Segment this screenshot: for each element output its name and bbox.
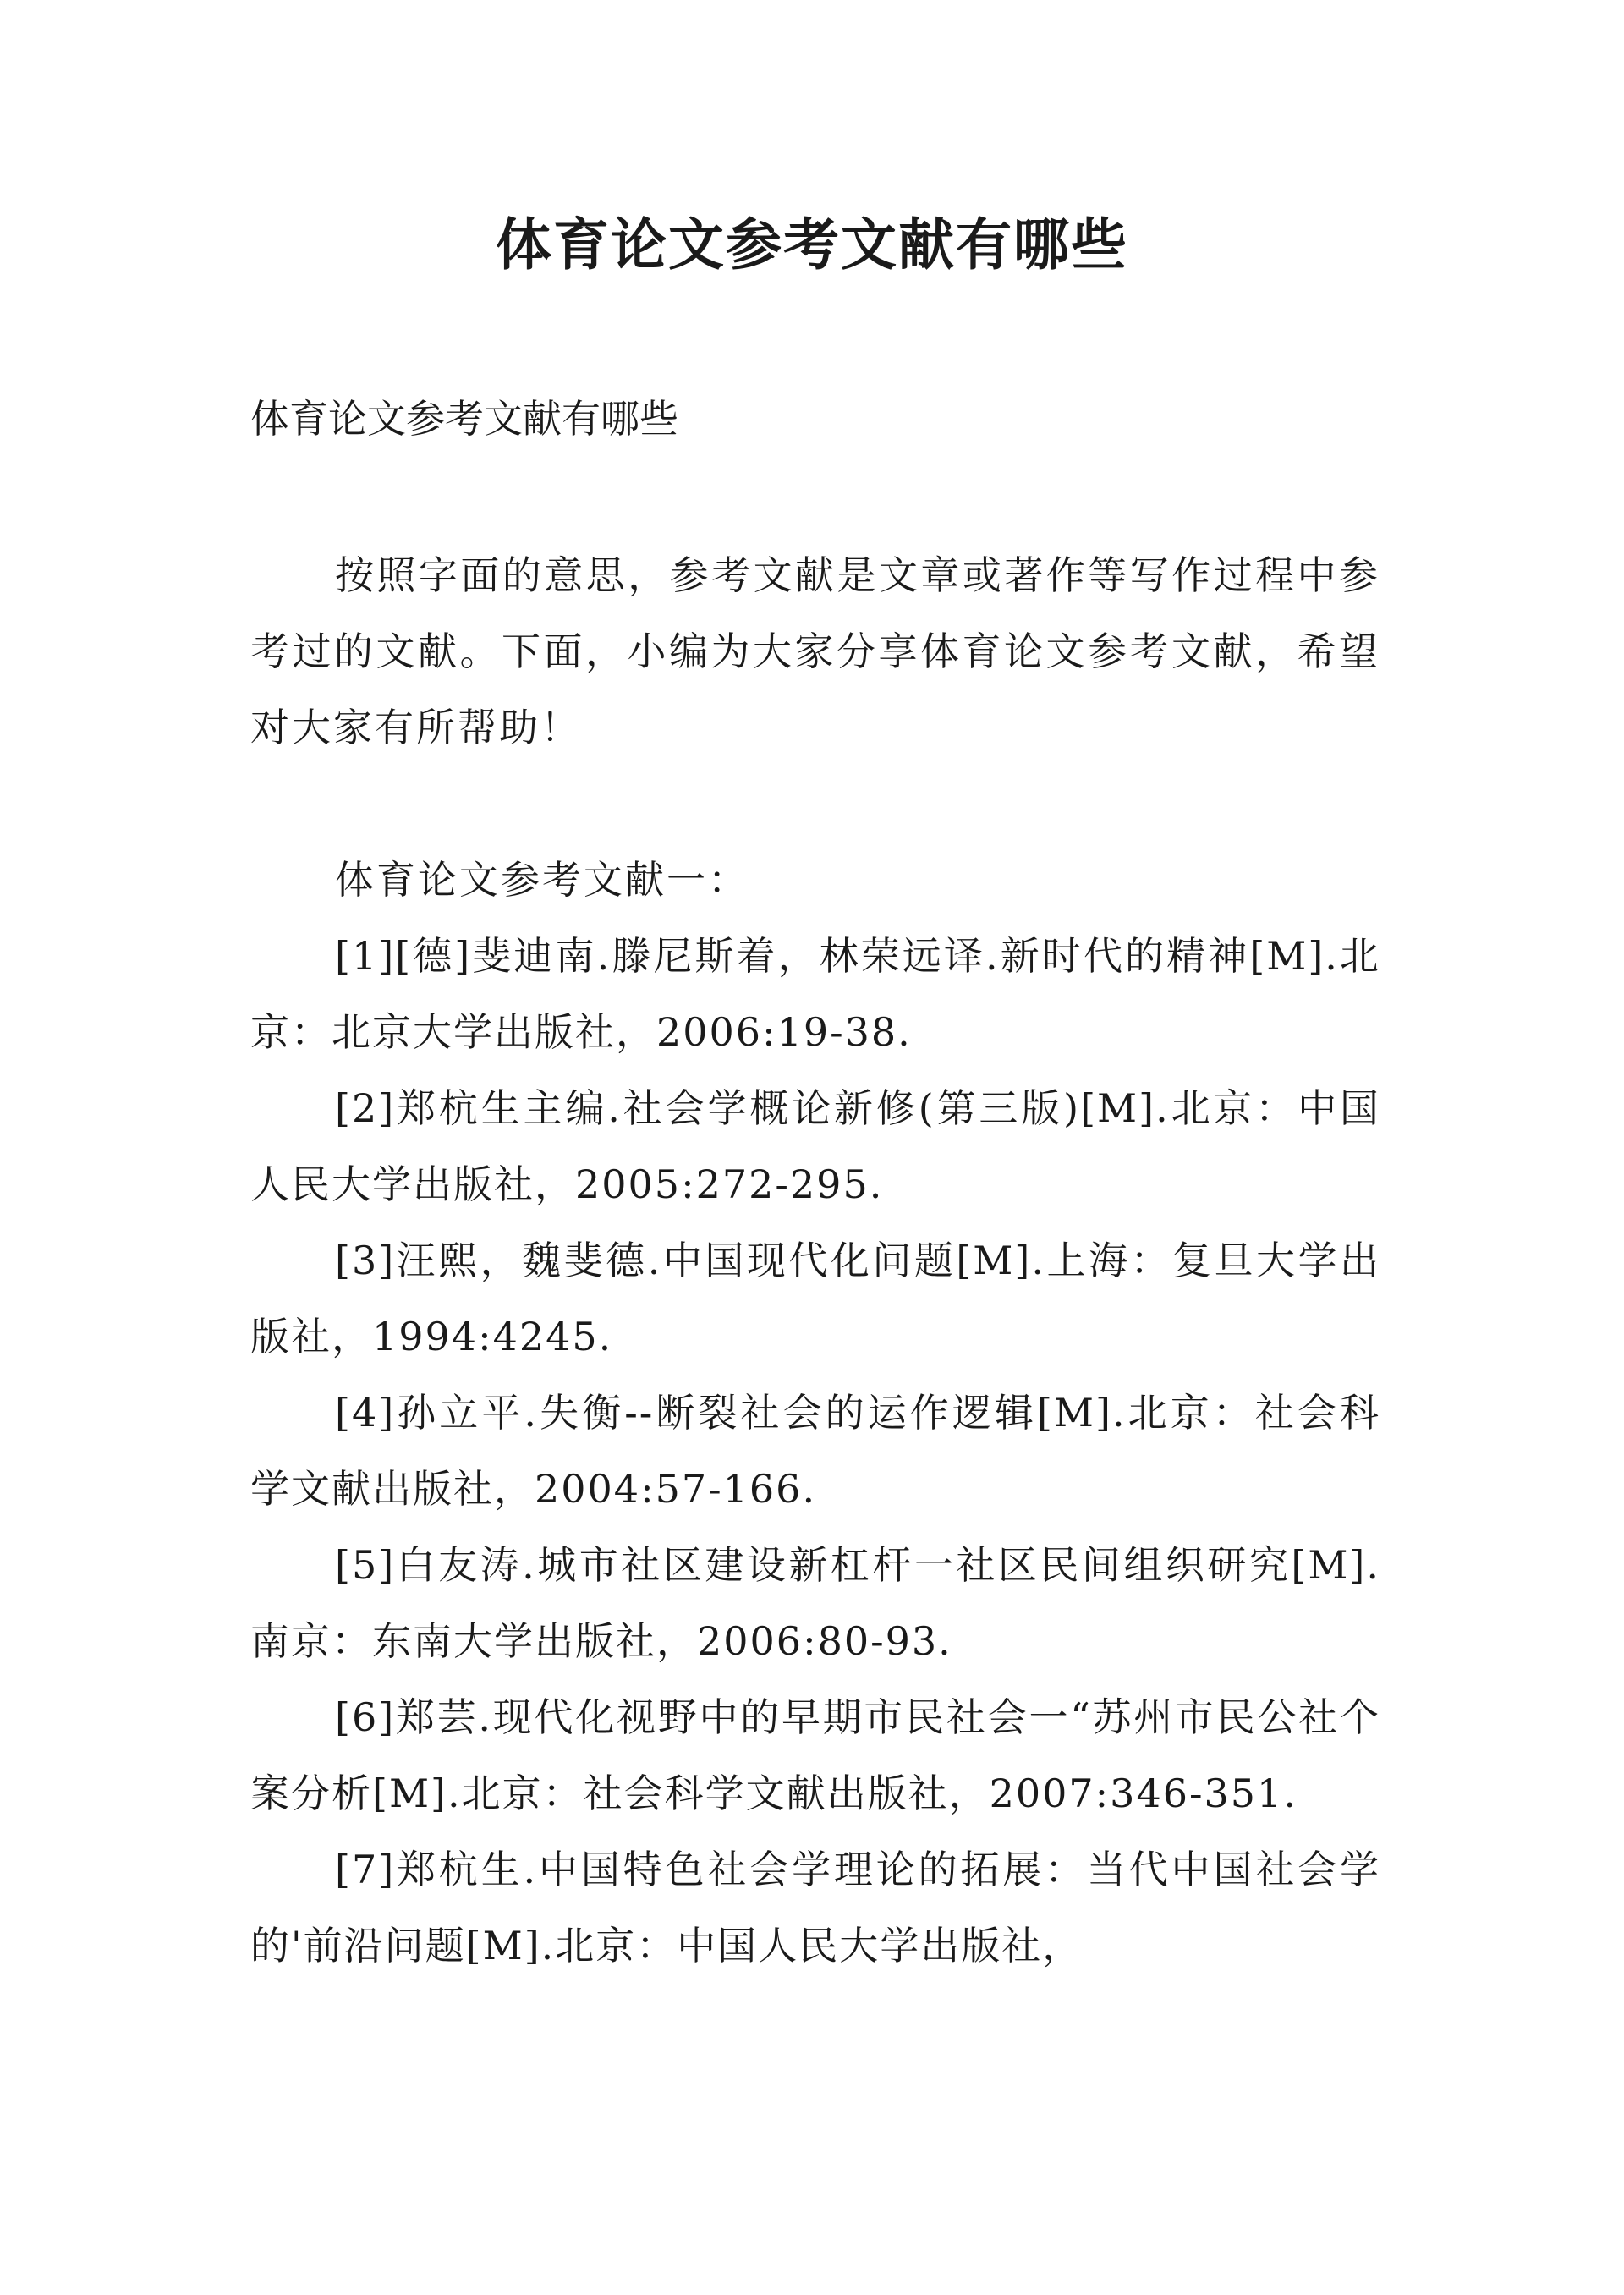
reference-item: [1][德]斐迪南.滕尼斯着，林荣远译.新时代的精神[M].北京：北京大学出版社，2006:19-38.	[250, 933, 1380, 1055]
reference-item: [3]汪熙，魏斐德.中国现代化问题[M].上海：复旦大学出版社，1994:4245.	[250, 1238, 1380, 1359]
reference-item: [4]孙立平.失衡--断裂社会的运作逻辑[M].北京：社会科学文献出版社，2004:57-166.	[250, 1390, 1380, 1512]
reference-item: [7]郑杭生.中国特色社会学理论的拓展：当代中国社会学的'前沿问题[M].北京：中国人民大学出版社，	[250, 1847, 1380, 1968]
section-heading: 体育论文参考文献一：	[335, 857, 749, 903]
document-body	[250, 381, 1380, 1984]
document-subtitle: 体育论文参考文献有哪些	[250, 396, 678, 442]
reference-item: [6]郑芸.现代化视野中的早期市民社会一“苏州市民公社个案分析[M].北京：社会科学文献出版社，2007:346-351.	[250, 1694, 1380, 1816]
document-title: 体育论文参考文献有哪些	[496, 212, 1128, 277]
reference-item: [2]郑杭生主编.社会学概论新修(第三版)[M].北京：中国人民大学出版社，2005:272-295.	[250, 1085, 1380, 1207]
intro-paragraph: 按照字面的意思，参考文献是文章或著作等写作过程中参考过的文献。下面，小编为大家分享体育论文参考文献，希望对大家有所帮助！	[250, 552, 1380, 750]
reference-list	[250, 918, 1380, 1984]
reference-item: [5]白友涛.城市社区建设新杠杆一社区民间组织研究[M].南京：东南大学出版社，2006:80-93.	[250, 1542, 1380, 1664]
